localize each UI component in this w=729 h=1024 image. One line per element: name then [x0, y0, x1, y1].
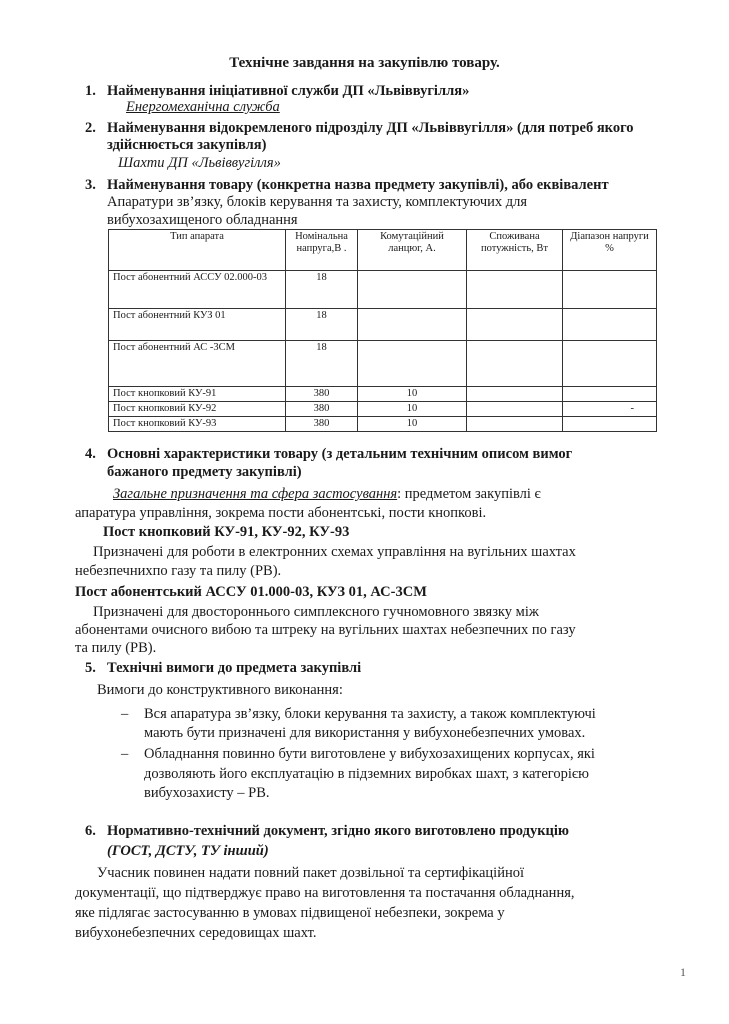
- table-cell: Пост абонентний АССУ 02.000-03: [109, 271, 286, 309]
- requirement-1-line1: Вся апаратура зв’язку, блоки керування та захисту, а також комплектуючі: [144, 706, 596, 722]
- table-cell: [467, 402, 563, 417]
- table-cell: 18: [286, 309, 358, 341]
- subscriber-posts-desc-line1: Призначені для двостороннього симплексного гучномовного звязку між: [93, 604, 539, 620]
- table-cell: [467, 341, 563, 387]
- section-1-heading: Найменування ініціативної служби ДП «Львіввугілля»: [107, 83, 470, 99]
- section-3-heading: Найменування товару (конкретна назва предмету закупівлі), або еквівалент: [107, 177, 609, 193]
- table-cell: [563, 417, 657, 432]
- column-header-voltage: Номінальна напруга,В .: [286, 230, 358, 271]
- table-row: [109, 341, 657, 387]
- column-header-switching: Комутаційний ланцюг, А.: [358, 230, 467, 271]
- table-cell: [563, 341, 657, 387]
- subscriber-posts-title: Пост абонентський АССУ 01.000-03, КУЗ 01, АС-3СМ: [75, 584, 427, 600]
- table-cell: [358, 309, 467, 341]
- table-cell: Пост кнопковий КУ-93: [109, 417, 286, 432]
- section-1-value: Енергомеханічна служба: [126, 99, 280, 115]
- column-header-power: Споживана потужність, Вт: [467, 230, 563, 271]
- table-cell: 10: [358, 402, 467, 417]
- section-4-number: 4.: [85, 446, 96, 462]
- table-cell: [563, 271, 657, 309]
- purpose-text: : предметом закупівлі є: [397, 486, 541, 502]
- table-cell: Пост кнопковий КУ-91: [109, 387, 286, 402]
- ku-posts-title: Пост кнопковий КУ-91, КУ-92, КУ-93: [103, 524, 350, 540]
- section-6-text-line3: яке підлягає застосуванню в умовах підвищеної небезпеки, зокрема у: [75, 905, 505, 921]
- section-6-text-line1: Учасник повинен надати повний пакет дозвільної та сертифікаційної: [97, 865, 524, 881]
- column-header-type: Тип апарата: [109, 230, 286, 271]
- ku-posts-desc-line1: Призначені для роботи в електронних схемах управління на вугільних шахтах: [93, 544, 576, 560]
- column-header-range: Діапазон напруги %: [563, 230, 657, 271]
- table-row: [109, 309, 657, 341]
- section-5-heading: Технічні вимоги до предмета закупівлі: [107, 660, 362, 676]
- table-cell: [467, 309, 563, 341]
- requirement-1-line2: мають бути призначені для використання у вибухонебезпечних умовах.: [144, 725, 586, 741]
- ku-posts-desc-line2: небезпечнихпо газу та пилу (РВ).: [75, 563, 282, 579]
- table-cell: 380: [286, 402, 358, 417]
- document-title: Технічне завдання на закупівлю товару.: [229, 55, 500, 71]
- table-row: [109, 387, 657, 402]
- table-row: [109, 271, 657, 309]
- table-header-row: [109, 230, 657, 271]
- section-6-number: 6.: [85, 823, 96, 839]
- section-6-text-line2: документації, що підтверджує право на виготовлення та постачання обладнання,: [75, 885, 575, 901]
- subscriber-posts-desc-line3: та пилу (РВ).: [75, 640, 157, 656]
- bullet-dash: –: [121, 746, 129, 762]
- section-2-heading-line2: здійснюється закупівля): [107, 137, 267, 153]
- table-cell: [467, 271, 563, 309]
- section-5-number: 5.: [85, 660, 96, 676]
- table-cell: -: [563, 402, 657, 417]
- section-2-heading-line1: Найменування відокремленого підрозділу ДП «Львіввугілля» (для потреб якого: [107, 120, 634, 136]
- section-4-heading-line1: Основні характеристики товару (з детальним технічним описом вимог: [107, 446, 573, 462]
- section-3-number: 3.: [85, 177, 96, 193]
- table-cell: [467, 387, 563, 402]
- section-4-purpose: [113, 486, 541, 503]
- specification-table: [108, 229, 657, 432]
- table-cell: 18: [286, 271, 358, 309]
- section-6-heading-line2: (ГОСТ, ДСТУ, ТУ інший): [107, 843, 269, 859]
- table-cell: 380: [286, 417, 358, 432]
- section-2-value: Шахти ДП «Львіввугілля»: [118, 155, 281, 171]
- table-cell: 10: [358, 417, 467, 432]
- requirement-2-line2: дозволяють його експлуатацію в підземних виробках шахт, з категорією: [144, 766, 589, 782]
- table-cell: 18: [286, 341, 358, 387]
- section-2-number: 2.: [85, 120, 96, 136]
- section-3-desc-line1: Апаратури зв’язку, блоків керування та захисту, комплектуючих для: [107, 194, 528, 210]
- table-cell: 380: [286, 387, 358, 402]
- purpose-label: Загальне призначення та сфера застосування: [113, 486, 398, 502]
- section-4-purpose-line2: апаратура управління, зокрема пости абонентські, пости кнопкові.: [75, 505, 487, 521]
- table-cell: Пост абонентний КУЗ 01: [109, 309, 286, 341]
- table-row: [109, 417, 657, 432]
- table-cell: Пост абонентний АС -3СМ: [109, 341, 286, 387]
- section-1-number: 1.: [85, 83, 96, 99]
- bullet-dash: –: [121, 706, 129, 722]
- subscriber-posts-desc-line2: абонентами очисного вибою та штреку на вугільних шахтах небезпечних по газу: [75, 622, 576, 638]
- requirement-2-line1: Обладнання повинно бути виготовлене у вибухозахищених корпусах, які: [144, 746, 595, 762]
- section-4-heading-line2: бажаного предмету закупівлі): [107, 464, 302, 480]
- table-cell: Пост кнопковий КУ-92: [109, 402, 286, 417]
- requirement-2-line3: вибухозахисту – РВ.: [144, 785, 270, 801]
- table-row: [109, 402, 657, 417]
- table-cell: [358, 341, 467, 387]
- table-cell: [563, 309, 657, 341]
- table-cell: [358, 271, 467, 309]
- section-3-desc-line2: вибухозахищеного обладнання: [107, 212, 298, 228]
- section-6-heading-line1: Нормативно-технічний документ, згідно якого виготовлено продукцію: [107, 823, 570, 839]
- section-6-text-line4: вибухонебезпечних середовищах шахт.: [75, 925, 317, 941]
- section-5-intro: Вимоги до конструктивного виконання:: [97, 682, 343, 698]
- table-cell: [563, 387, 657, 402]
- page-number: 1: [680, 965, 686, 979]
- table-cell: [467, 417, 563, 432]
- table-cell: 10: [358, 387, 467, 402]
